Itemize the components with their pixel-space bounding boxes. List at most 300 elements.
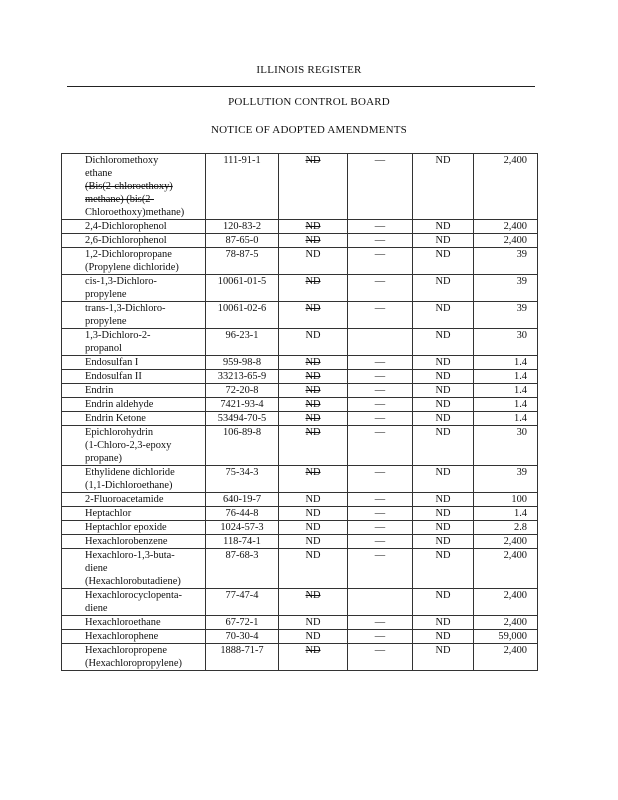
nd-column-2-cell: [413, 356, 474, 370]
nd-column-1-text: ND: [305, 413, 321, 424]
dash-column-cell: [348, 384, 413, 398]
table-row: [62, 356, 538, 370]
cas-number-text: 33213-65-9: [217, 371, 267, 382]
cas-number-text: 78-87-5: [225, 249, 259, 260]
table-row: [62, 220, 538, 234]
dash-column-text: —: [374, 249, 386, 260]
constituent-name-cell: [62, 507, 206, 521]
nd-column-1-text: ND: [305, 303, 321, 314]
standard-value-cell: [474, 466, 538, 493]
nd-column-1-cell: [279, 275, 348, 302]
nd-column-2-cell: [413, 248, 474, 275]
constituent-name-line: propanol: [85, 343, 122, 354]
cas-number-text: 111-91-1: [223, 155, 261, 166]
dash-column-text: —: [374, 494, 386, 505]
standard-value-text: 2,400: [503, 590, 527, 601]
constituent-name-line: Endrin: [85, 385, 114, 396]
cas-number-cell: [206, 248, 279, 275]
constituent-name-cell: [62, 234, 206, 248]
constituent-name-line: propylene: [85, 316, 127, 327]
nd-column-1-cell: [279, 535, 348, 549]
constituent-name-cell: [62, 426, 206, 466]
nd-column-2-cell: [413, 549, 474, 589]
dash-column-text: —: [374, 303, 386, 314]
nd-column-1-cell: [279, 248, 348, 275]
standard-value-text: 2,400: [503, 221, 527, 232]
nd-column-1-cell: [279, 616, 348, 630]
constituent-name-cell: [62, 248, 206, 275]
nd-column-2-text: ND: [435, 550, 451, 561]
nd-column-2-text: ND: [435, 385, 451, 396]
standard-value-text: 2,400: [503, 235, 527, 246]
cas-number-cell: [206, 234, 279, 248]
constituent-name-line: trans-1,3-Dichloro-: [85, 303, 166, 314]
constituent-name-cell: [62, 384, 206, 398]
notice-heading: NOTICE OF ADOPTED AMENDMENTS: [211, 124, 407, 136]
dash-column-cell: [348, 220, 413, 234]
nd-column-1-text: ND: [305, 385, 321, 396]
nd-column-2-cell: [413, 398, 474, 412]
table-row: [62, 521, 538, 535]
dash-column-cell: [348, 426, 413, 466]
dash-column-cell: [348, 302, 413, 329]
table-row: [62, 248, 538, 275]
nd-column-1-text: ND: [305, 371, 321, 382]
nd-column-1-text: ND: [305, 235, 321, 246]
nd-column-2-text: ND: [435, 508, 451, 519]
standard-value-cell: [474, 589, 538, 616]
nd-column-2-text: ND: [435, 249, 451, 260]
nd-column-2-cell: [413, 329, 474, 356]
constituent-name-line: (Propylene dichloride): [85, 262, 179, 273]
cas-number-text: 53494-70-5: [217, 413, 267, 424]
standard-value-cell: [474, 644, 538, 671]
constituent-name-line: Endrin aldehyde: [85, 399, 154, 410]
nd-column-2-text: ND: [435, 235, 451, 246]
dash-column-text: —: [374, 357, 386, 368]
dash-column-text: —: [374, 427, 386, 438]
constituent-name-line: propane): [85, 453, 122, 464]
nd-column-1-text: ND: [305, 550, 321, 561]
nd-column-2-text: ND: [435, 427, 451, 438]
constituent-name-cell: [62, 493, 206, 507]
dash-column-cell: [348, 535, 413, 549]
constituent-name-line: Hexachlorocyclopenta-: [85, 590, 182, 601]
cas-number-text: 75-34-3: [225, 467, 259, 478]
nd-column-1-text: ND: [305, 536, 321, 547]
standard-value-cell: [474, 630, 538, 644]
nd-column-2-cell: [413, 630, 474, 644]
nd-column-2-cell: [413, 154, 474, 220]
standard-value-cell: [474, 426, 538, 466]
constituent-name-cell: [62, 644, 206, 671]
constituent-name-line: cis-1,3-Dichloro-: [85, 276, 157, 287]
table-row: [62, 589, 538, 616]
constituent-name-line: Heptachlor epoxide: [85, 522, 167, 533]
nd-column-1-text: ND: [305, 508, 321, 519]
nd-column-1-text: ND: [305, 249, 321, 260]
dash-column-cell: [348, 154, 413, 220]
standard-value-text: 100: [511, 494, 527, 505]
dash-column-cell: [348, 275, 413, 302]
cas-number-text: 70-30-4: [225, 631, 259, 642]
header-rule: [67, 86, 535, 87]
nd-column-2-cell: [413, 644, 474, 671]
nd-column-2-text: ND: [435, 399, 451, 410]
standard-value-text: 30: [516, 427, 527, 438]
nd-column-1-text: ND: [305, 494, 321, 505]
standard-value-cell: [474, 384, 538, 398]
nd-column-1-cell: [279, 412, 348, 426]
table-row: [62, 370, 538, 384]
dash-column-text: —: [374, 467, 386, 478]
constituent-name-line: 2,4-Dichlorophenol: [85, 221, 167, 232]
cas-number-cell: [206, 426, 279, 466]
nd-column-1-cell: [279, 302, 348, 329]
standard-value-text: 1.4: [514, 371, 527, 382]
dash-column-text: —: [374, 235, 386, 246]
dash-column-text: —: [374, 399, 386, 410]
cas-number-cell: [206, 370, 279, 384]
cas-number-text: 72-20-8: [225, 385, 259, 396]
nd-column-2-text: ND: [435, 590, 451, 601]
cas-number-cell: [206, 220, 279, 234]
nd-column-1-cell: [279, 356, 348, 370]
constituent-name-line: Endosulfan II: [85, 371, 142, 382]
nd-column-1-text: ND: [305, 399, 321, 410]
nd-column-1-cell: [279, 398, 348, 412]
constituent-name-cell: [62, 275, 206, 302]
table-row: [62, 302, 538, 329]
nd-column-2-text: ND: [435, 413, 451, 424]
dash-column-text: —: [374, 221, 386, 232]
nd-column-1-cell: [279, 370, 348, 384]
nd-column-2-text: ND: [435, 303, 451, 314]
dash-column-text: —: [374, 536, 386, 547]
dash-column-cell: [348, 329, 413, 356]
standard-value-text: 30: [516, 330, 527, 341]
constituent-name-line: Hexachloropropene: [85, 645, 167, 656]
dash-column-text: —: [374, 550, 386, 561]
constituent-name-cell: [62, 356, 206, 370]
nd-column-1-cell: [279, 234, 348, 248]
nd-column-2-cell: [413, 370, 474, 384]
table-row: [62, 549, 538, 589]
nd-column-2-text: ND: [435, 467, 451, 478]
standard-value-cell: [474, 329, 538, 356]
table-row: [62, 493, 538, 507]
standard-value-cell: [474, 275, 538, 302]
nd-column-2-text: ND: [435, 631, 451, 642]
standard-value-text: 39: [516, 467, 527, 478]
standard-value-text: 2,400: [503, 155, 527, 166]
dash-column-cell: [348, 234, 413, 248]
standard-value-cell: [474, 412, 538, 426]
nd-column-1-cell: [279, 384, 348, 398]
cas-number-text: 67-72-1: [225, 617, 259, 628]
nd-column-1-cell: [279, 589, 348, 616]
cas-number-text: 96-23-1: [225, 330, 259, 341]
nd-column-1-text: ND: [305, 155, 321, 166]
table-row: [62, 154, 538, 220]
cas-number-cell: [206, 616, 279, 630]
nd-column-2-cell: [413, 589, 474, 616]
cas-number-cell: [206, 356, 279, 370]
dash-column-cell: [348, 616, 413, 630]
constituent-name-line: Ethylidene dichloride: [85, 467, 175, 478]
constituent-name-cell: [62, 630, 206, 644]
cas-number-text: 10061-01-5: [217, 276, 267, 287]
cas-number-cell: [206, 493, 279, 507]
standard-value-text: 39: [516, 249, 527, 260]
cas-number-text: 10061-02-6: [217, 303, 267, 314]
nd-column-1-cell: [279, 630, 348, 644]
dash-column-cell: [348, 412, 413, 426]
cas-number-text: 76-44-8: [225, 508, 259, 519]
constituent-name-line: Dichloromethoxy: [85, 155, 159, 166]
nd-column-2-cell: [413, 412, 474, 426]
constituent-name-cell: [62, 370, 206, 384]
standard-value-cell: [474, 398, 538, 412]
nd-column-1-cell: [279, 220, 348, 234]
dash-column-text: —: [374, 413, 386, 424]
table-row: [62, 426, 538, 466]
dash-column-cell: [348, 507, 413, 521]
standard-value-text: 39: [516, 276, 527, 287]
standard-value-cell: [474, 493, 538, 507]
standard-value-text: 1.4: [514, 508, 527, 519]
cas-number-cell: [206, 302, 279, 329]
standard-value-cell: [474, 535, 538, 549]
constituent-table-container: [61, 153, 537, 671]
nd-column-2-cell: [413, 507, 474, 521]
constituent-name-line: methane) (bis(2-: [85, 194, 154, 205]
nd-column-2-cell: [413, 220, 474, 234]
constituent-name-line: Hexachloro-1,3-buta-: [85, 550, 175, 561]
nd-column-1-cell: [279, 521, 348, 535]
table-row: [62, 384, 538, 398]
constituent-name-line: (Hexachloropropylene): [85, 658, 182, 669]
constituent-name-line: (1-Chloro-2,3-epoxy: [85, 440, 172, 451]
standard-value-text: 1.4: [514, 413, 527, 424]
constituent-name-line: (Bis(2-chloroethoxy): [85, 181, 173, 192]
constituent-name-line: diene: [85, 603, 108, 614]
dash-column-text: —: [374, 385, 386, 396]
dash-column-cell: [348, 466, 413, 493]
dash-column-text: —: [374, 617, 386, 628]
standard-value-cell: [474, 616, 538, 630]
standard-value-cell: [474, 154, 538, 220]
dash-column-text: —: [374, 155, 386, 166]
constituent-name-line: Epichlorohydrin: [85, 427, 154, 438]
nd-column-2-cell: [413, 275, 474, 302]
table-row: [62, 275, 538, 302]
standard-value-text: 1.4: [514, 357, 527, 368]
nd-column-2-cell: [413, 302, 474, 329]
nd-column-1-cell: [279, 549, 348, 589]
nd-column-2-cell: [413, 234, 474, 248]
dash-column-cell: [348, 356, 413, 370]
nd-column-1-text: ND: [305, 330, 321, 341]
standard-value-text: 2,400: [503, 536, 527, 547]
standard-value-cell: [474, 521, 538, 535]
standard-value-cell: [474, 549, 538, 589]
nd-column-2-text: ND: [435, 276, 451, 287]
dash-column-cell: [348, 630, 413, 644]
cas-number-cell: [206, 630, 279, 644]
nd-column-1-cell: [279, 154, 348, 220]
constituent-name-cell: [62, 154, 206, 220]
standard-value-text: 1.4: [514, 399, 527, 410]
dash-column-cell: [348, 370, 413, 384]
standard-value-text: 59,000: [498, 631, 527, 642]
constituent-name-cell: [62, 521, 206, 535]
dash-column-text: —: [374, 522, 386, 533]
cas-number-text: 1024-57-3: [220, 522, 264, 533]
cas-number-cell: [206, 549, 279, 589]
cas-number-text: 106-89-8: [222, 427, 262, 438]
standard-value-cell: [474, 507, 538, 521]
constituent-name-cell: [62, 466, 206, 493]
standard-value-text: 39: [516, 303, 527, 314]
cas-number-text: 118-74-1: [223, 536, 261, 547]
cas-number-cell: [206, 412, 279, 426]
nd-column-2-text: ND: [435, 536, 451, 547]
cas-number-cell: [206, 398, 279, 412]
cas-number-text: 7421-93-4: [220, 399, 264, 410]
cas-number-cell: [206, 644, 279, 671]
table-row: [62, 412, 538, 426]
dash-column-cell: [348, 521, 413, 535]
constituent-name-line: Hexachlorophene: [85, 631, 159, 642]
dash-column-text: —: [374, 631, 386, 642]
cas-number-text: 959-98-8: [222, 357, 262, 368]
cas-number-cell: [206, 329, 279, 356]
nd-column-2-cell: [413, 426, 474, 466]
constituent-name-line: (1,1-Dichloroethane): [85, 480, 173, 491]
nd-column-1-cell: [279, 466, 348, 493]
cas-number-text: 640-19-7: [222, 494, 262, 505]
constituent-name-cell: [62, 220, 206, 234]
constituent-name-line: 2-Fluoroacetamide: [85, 494, 164, 505]
nd-column-2-cell: [413, 521, 474, 535]
nd-column-1-text: ND: [305, 276, 321, 287]
nd-column-1-text: ND: [305, 221, 321, 232]
nd-column-2-text: ND: [435, 494, 451, 505]
constituent-name-line: 1,3-Dichloro-2-: [85, 330, 151, 341]
standard-value-cell: [474, 302, 538, 329]
nd-column-2-cell: [413, 535, 474, 549]
constituent-name-line: Hexachloroethane: [85, 617, 161, 628]
cas-number-cell: [206, 384, 279, 398]
standard-value-text: 2.8: [514, 522, 527, 533]
cas-number-cell: [206, 521, 279, 535]
dash-column-cell: [348, 549, 413, 589]
dash-column-text: —: [374, 371, 386, 382]
cas-number-text: 77-47-4: [225, 590, 259, 601]
constituent-name-line: Hexachlorobenzene: [85, 536, 168, 547]
standard-value-cell: [474, 248, 538, 275]
cas-number-cell: [206, 154, 279, 220]
table-row: [62, 616, 538, 630]
constituent-name-line: Endrin Ketone: [85, 413, 146, 424]
nd-column-2-text: ND: [435, 645, 451, 656]
cas-number-cell: [206, 507, 279, 521]
table-row: [62, 466, 538, 493]
nd-column-2-text: ND: [435, 617, 451, 628]
nd-column-1-cell: [279, 329, 348, 356]
constituent-name-cell: [62, 329, 206, 356]
cas-number-cell: [206, 589, 279, 616]
constituent-name-line: ethane: [85, 168, 113, 179]
nd-column-1-cell: [279, 493, 348, 507]
dash-column-cell: [348, 248, 413, 275]
cas-number-text: 87-65-0: [225, 235, 259, 246]
table-row: [62, 398, 538, 412]
table-row: [62, 507, 538, 521]
nd-column-1-cell: [279, 426, 348, 466]
standard-value-text: 1.4: [514, 385, 527, 396]
nd-column-2-cell: [413, 616, 474, 630]
dash-column-text: —: [374, 645, 386, 656]
nd-column-2-text: ND: [435, 221, 451, 232]
nd-column-2-text: ND: [435, 155, 451, 166]
constituent-table-body: [62, 154, 538, 671]
nd-column-1-text: ND: [305, 631, 321, 642]
nd-column-1-text: ND: [305, 427, 321, 438]
constituent-name-line: Endosulfan I: [85, 357, 139, 368]
cas-number-cell: [206, 275, 279, 302]
nd-column-1-cell: [279, 507, 348, 521]
nd-column-2-text: ND: [435, 357, 451, 368]
table-row: [62, 535, 538, 549]
dash-column-text: —: [374, 276, 386, 287]
constituent-name-cell: [62, 398, 206, 412]
constituent-name-line: 2,6-Dichlorophenol: [85, 235, 167, 246]
table-row: [62, 329, 538, 356]
constituent-name-line: Chloroethoxy)methane): [85, 207, 185, 218]
standard-value-cell: [474, 356, 538, 370]
constituent-name-line: (Hexachlorobutadiene): [85, 576, 181, 587]
cas-number-text: 120-83-2: [222, 221, 262, 232]
nd-column-1-text: ND: [305, 467, 321, 478]
standard-value-cell: [474, 234, 538, 248]
nd-column-1-text: ND: [305, 590, 321, 601]
dash-column-cell: [348, 589, 413, 616]
standard-value-cell: [474, 370, 538, 384]
nd-column-2-cell: [413, 384, 474, 398]
constituent-name-line: Heptachlor: [85, 508, 132, 519]
table-row: [62, 644, 538, 671]
nd-column-1-text: ND: [305, 645, 321, 656]
standard-value-cell: [474, 220, 538, 234]
constituent-name-line: propylene: [85, 289, 127, 300]
standard-value-text: 2,400: [503, 617, 527, 628]
nd-column-2-cell: [413, 466, 474, 493]
constituent-name-cell: [62, 589, 206, 616]
standard-value-text: 2,400: [503, 550, 527, 561]
table-row: [62, 630, 538, 644]
nd-column-2-text: ND: [435, 522, 451, 533]
constituent-table: [61, 153, 538, 671]
constituent-name-line: 1,2-Dichloropropane: [85, 249, 172, 260]
nd-column-1-text: ND: [305, 522, 321, 533]
constituent-name-cell: [62, 616, 206, 630]
dash-column-cell: [348, 493, 413, 507]
constituent-name-line: diene: [85, 563, 108, 574]
register-title: ILLINOIS REGISTER: [256, 64, 362, 76]
nd-column-1-text: ND: [305, 357, 321, 368]
